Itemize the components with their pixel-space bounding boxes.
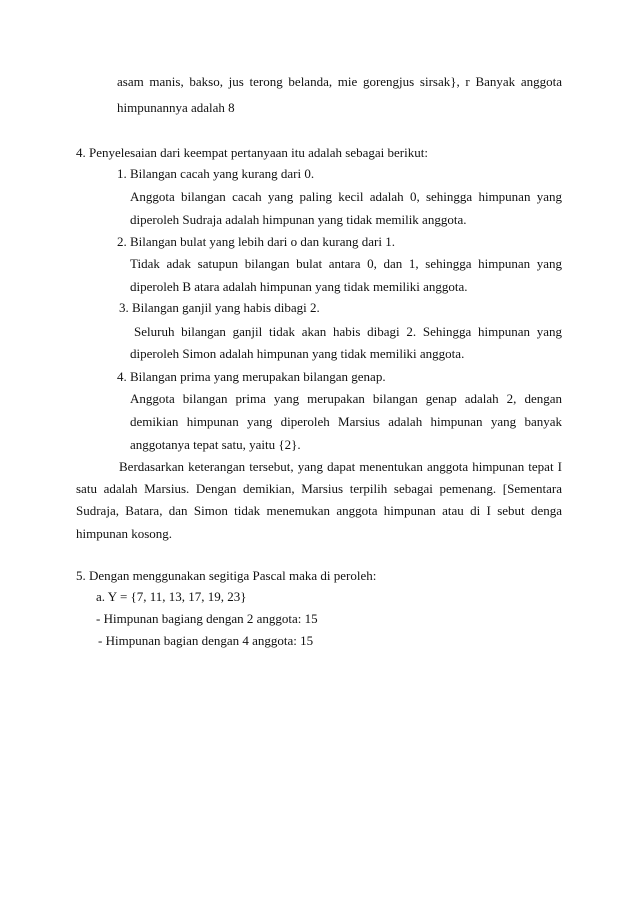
q5-item-c: - Himpunan bagian dengan 4 anggota: 15: [98, 633, 314, 648]
q4-item4-line3: anggotanya tepat satu, yaitu {2}.: [130, 437, 301, 452]
q4-item2-line1: Tidak adak satupun bilangan bulat antara 0, dan 1, sehingga himpunan yang: [130, 256, 562, 271]
q5-item-a: a. Y = {7, 11, 13, 17, 19, 23}: [96, 589, 247, 604]
q5-item-b: - Himpunan bagiang dengan 2 anggota: 15: [96, 611, 318, 626]
q4-item3-title: 3. Bilangan ganjil yang habis dibagi 2.: [119, 300, 320, 315]
q4-item4-title: 4. Bilangan prima yang merupakan bilangan genap.: [117, 369, 386, 384]
intro-line-2: himpunannya adalah 8: [117, 100, 235, 115]
q4-heading: 4. Penyelesaian dari keempat pertanyaan itu adalah sebagai berikut:: [76, 145, 428, 160]
conclusion-line-1: Berdasarkan keterangan tersebut, yang dapat menentukan anggota himpunan tepat I: [119, 459, 562, 474]
q4-item3-line1: Seluruh bilangan ganjil tidak akan habis dibagi 2. Sehingga himpunan yang: [134, 324, 562, 339]
conclusion-line-4: himpunan kosong.: [76, 526, 173, 541]
q5-heading: 5. Dengan menggunakan segitiga Pascal maka di peroleh:: [76, 568, 377, 583]
q4-item1-line2: diperoleh Sudraja adalah himpunan yang tidak memilik anggota.: [130, 212, 467, 227]
q4-item1-title: 1. Bilangan cacah yang kurang dari 0.: [117, 166, 315, 181]
conclusion-line-3: Sudraja, Batara, dan Simon tidak menemukan anggota himpunan atau di I sebut denga: [76, 503, 562, 518]
conclusion-line-2: satu adalah Marsius. Dengan demikian, Marsius terpilih sebagai pemenang. [Sementara: [76, 481, 562, 496]
q4-item1-line1: Anggota bilangan cacah yang paling kecil adalah 0, sehingga himpunan yang: [130, 189, 562, 204]
q4-item2-line2: diperoleh B atara adalah himpunan yang tidak memiliki anggota.: [130, 279, 468, 294]
q4-item3-line2: diperoleh Simon adalah himpunan yang tidak memiliki anggota.: [130, 346, 465, 361]
q4-item4-line2: demikian himpunan yang diperoleh Marsius adalah himpunan yang banyak: [130, 414, 562, 429]
q4-item4-line1: Anggota bilangan prima yang merupakan bilangan genap adalah 2, dengan: [130, 391, 562, 406]
intro-line-1: asam manis, bakso, jus terong belanda, mie gorengjus sirsak}, r Banyak anggota: [117, 74, 562, 89]
q4-item2-title: 2. Bilangan bulat yang lebih dari o dan kurang dari 1.: [117, 234, 395, 249]
